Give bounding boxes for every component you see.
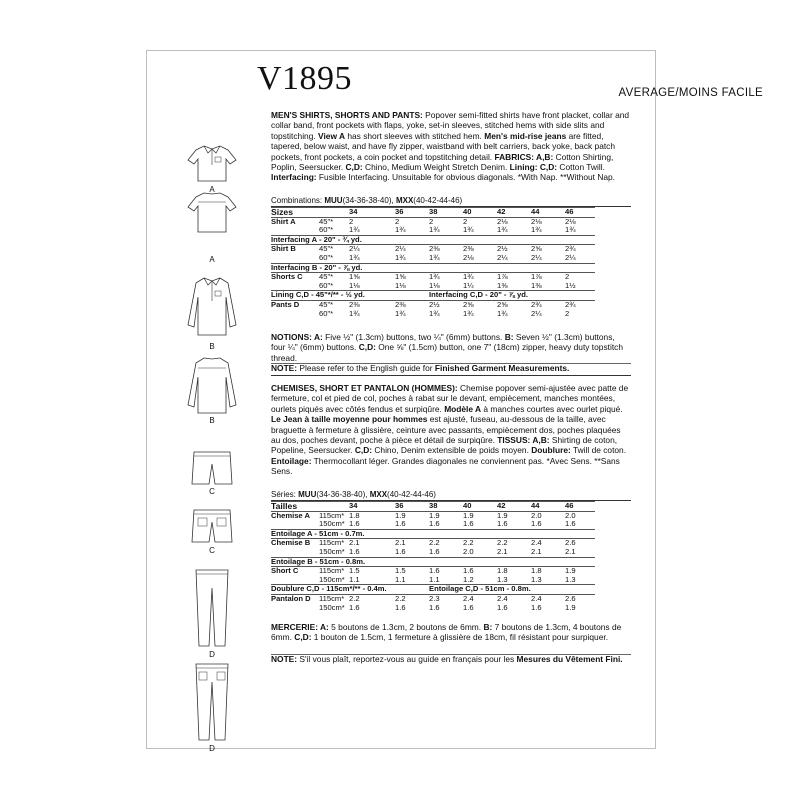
french-note: NOTE: S'il vous plaît, reportez-vous au guide en français pour les Mesures du Vêtement Fini. [271,654,623,664]
table-cell: 42 [497,207,506,216]
shirt-b-front-icon [180,275,244,339]
table-cell [271,310,319,319]
table-cell: 1.8 [497,566,508,576]
table-cell: 36 [395,501,404,510]
table-cell: Pants D [271,299,300,309]
table-cell: Chemise B [271,538,311,548]
table-cell: 150cm* [319,546,345,556]
table-cell: 1.6 [565,519,576,529]
table-cell: 2 [565,272,570,282]
table-cell: 1⅛ [429,280,440,290]
table-cell: 115cm* [319,538,345,548]
garment-sketches [146,50,266,753]
table-cell: 60"* [319,280,334,290]
figure-label: B [209,416,215,425]
table-cell: Interfacing C,D - 20" - ⅞ yd. [429,290,528,300]
table-cell: 38 [429,501,438,510]
table-cell: Entoilage B - 51cm - 0.8m. [271,556,366,566]
divider [271,375,631,376]
table-cell: 44 [531,501,540,510]
table-cell: Interfacing B - 20" - ⅞ yd. [271,262,363,272]
table-cell: 1¾ [395,252,406,262]
table-cell: 1.6 [395,546,406,556]
table-cell: 2 [349,216,354,226]
french-series: Séries: MUU(34-36-38-40), MXX(40-42-44-46) [271,490,436,499]
table-cell: 2.1 [531,546,542,556]
table-row [271,310,595,319]
table-cell: 40 [463,501,472,510]
shorts-c-back-icon [190,508,234,544]
figure-label: C [209,487,215,496]
french-description: CHEMISES, SHORT ET PANTALON (HOMMES): Chemise popover semi-ajustée avec patte de fermeture, col et pied de col, poches à rabat sur le devant, empiècement, manches montées, ourlets piqués avec côtés fendus et surpiqûre. Modèle A à manches courtes avec ourlet piqué. Le Jean à taille moyenne pour hommes est ajusté, fuseau, au-dessous de la taille, avec braguette à fermeture à glissière, ceinture avec passants, empiècement dos, poches plaquées au dos, poches devant, poche à pièce et détail de surpiqûre. TISSUS: A,B: Shirting de coton, Popeline, Seersucker. C,D: Chino, Denim extensible de poids moyen. Doublure: Twill de coton. Entoilage: Thermocollant léger. Grandes diagonales ne conviennent pas. *Avec Sens. **Sans Sens. [271,383,629,477]
table-cell: 2 [565,308,570,318]
table-cell: Tailles [271,501,298,511]
figure-label: A [209,185,215,194]
table-cell: 1¾ [349,308,360,318]
table-cell: 2¼ [349,244,360,254]
table-cell: 1.6 [531,602,542,612]
table-cell: 2⅝ [531,244,542,254]
table-cell: 2.4 [463,593,474,603]
table-cell: 2⅛ [497,216,508,226]
table-cell: 1⅛ [349,280,360,290]
table-cell [319,208,349,218]
shorts-c-front-icon [190,450,234,486]
shirt-b-back-icon [180,355,244,417]
table-cell: 2.1 [497,546,508,556]
table-cell: 1.9 [497,510,508,520]
table-cell: 1.3 [497,574,508,584]
table-cell: 2.2 [429,538,440,548]
table-cell: 1.3 [565,574,576,584]
table-cell: 2⅜ [429,244,440,254]
table-cell: 1.6 [429,519,440,529]
table-cell: 1¾ [463,272,474,282]
table-cell: 2¾ [531,299,542,309]
figure-label: C [209,546,215,555]
table-cell: 2¼ [565,252,576,262]
table-cell: 1¾ [429,225,440,235]
table-cell [271,548,319,557]
table-cell: 1½ [565,280,576,290]
table-cell: 2.0 [531,510,542,520]
table-cell: 1.6 [463,519,474,529]
table-cell: 1¾ [497,308,508,318]
table-cell: 2.6 [565,593,576,603]
table-cell [429,263,595,273]
table-cell: 46 [565,501,574,510]
table-cell: 1¾ [497,225,508,235]
french-mercerie: MERCERIE: A: 5 boutons de 1.3cm, 2 boutons de 6mm. B: 7 boutons de 1.3cm, 4 boutons de 6mm. C,D: 1 bouton de 1.5cm, 1 fermeture à glissière de 18cm, fil résistant pour surpiquer. [271,622,622,643]
table-cell: 1.9 [463,510,474,520]
table-cell: 1.5 [395,566,406,576]
table-cell: 2.2 [463,538,474,548]
table-cell: 1¾ [429,252,440,262]
table-cell: 2½ [429,299,440,309]
table-cell: 2.1 [395,538,406,548]
table-cell: 60"* [319,308,334,318]
english-combinations: Combinations: MUU(34-36-38-40), MXX(40-42-44-46) [271,196,463,205]
table-row [271,548,595,557]
table-cell: Shirt B [271,244,296,254]
table-cell: 1.8 [349,510,360,520]
table-cell: 1.6 [497,602,508,612]
table-cell: 2⅜ [395,299,406,309]
table-cell: 2.6 [565,538,576,548]
table-cell: 1⅝ [349,272,360,282]
table-cell: 46 [565,207,574,216]
table-cell: 2¼ [531,252,542,262]
figure-label: D [209,650,215,659]
table-cell: 2.2 [395,593,406,603]
table-cell: 2⅜ [349,299,360,309]
figure-label: D [209,744,215,753]
table-cell: Chemise A [271,510,310,520]
table-cell: 1⅜ [497,280,508,290]
table-cell: 1⅛ [395,280,406,290]
table-cell: 1¾ [395,225,406,235]
table-cell: 45"* [319,244,334,254]
table-cell: 1.6 [395,519,406,529]
table-row [271,254,595,263]
table-cell: 1¾ [349,225,360,235]
table-row [271,502,595,512]
table-cell: 1.9 [565,602,576,612]
table-row [271,585,595,595]
table-cell: 2¼ [531,308,542,318]
table-cell: 2.4 [531,593,542,603]
table-cell: 115cm* [319,510,345,520]
english-title: MEN'S SHIRTS, SHORTS AND PANTS: [271,110,423,120]
table-cell: Sizes [271,207,293,217]
table-cell: 1.8 [531,566,542,576]
table-cell: 1.9 [429,510,440,520]
table-cell: 2.0 [565,510,576,520]
table-cell: 34 [349,501,358,510]
table-cell: 1¾ [395,308,406,318]
table-row [271,208,595,218]
table-cell: 2.0 [463,546,474,556]
table-cell: 1¾ [349,252,360,262]
table-cell: Shirt A [271,216,296,226]
table-cell: 44 [531,207,540,216]
table-cell: 1.6 [395,602,406,612]
french-metrage-table [271,501,595,612]
difficulty-level: AVERAGE/MOINS FACILE [618,87,763,99]
table-cell: 1.1 [349,574,360,584]
table-cell: 2⅜ [463,244,474,254]
table-cell: 2⅛ [463,252,474,262]
table-cell: 1.6 [497,519,508,529]
table-cell: 2¾ [565,299,576,309]
table-cell: 34 [349,207,358,216]
table-cell: 38 [429,207,438,216]
pants-d-back-icon [193,662,231,742]
table-cell: 2⅝ [497,299,508,309]
table-cell: Pantalon D [271,593,311,603]
english-yardage-table [271,207,595,318]
table-cell: 2.2 [497,538,508,548]
english-description: MEN'S SHIRTS, SHORTS AND PANTS: Popover semi-fitted shirts have front placket, collar and collar band, front pockets with flaps, yoke, set-in sleeves, stitched hems with side slits and topstitching. View A has short sleeves with stitched hem. Men's mid-rise jeans are fitted, tapered, below waist, and have fly zipper, waistband with belt carriers, back yoke, back patch pockets, front pockets, a coin pocket and topstitching detail. FABRICS: A,B: Cotton Shirting, Poplin, Seersucker. C,D: Chino, Medium Weight Stretch Denim. Lining: C,D: Cotton Twill. Interfacing: Fusible Interfacing. Unsuitable for obvious diagonals. *With Nap. **Without Nap. [271,110,630,183]
table-cell: 1.6 [429,602,440,612]
table-cell: 2¼ [395,244,406,254]
table-cell: 1¾ [565,225,576,235]
table-cell: 2⅝ [463,299,474,309]
shirt-a-back-icon [186,190,238,234]
table-cell: 1.5 [349,566,360,576]
table-cell: 1⅞ [531,272,542,282]
table-cell: Shorts C [271,272,303,282]
table-cell: 1¼ [463,280,474,290]
table-cell: 1.1 [395,574,406,584]
table-cell: 1.6 [429,566,440,576]
table-cell: 1⅜ [531,280,542,290]
table-cell: 2.2 [349,593,360,603]
table-cell: 1¾ [429,272,440,282]
table-cell: 1.1 [429,574,440,584]
table-cell: 1.6 [349,546,360,556]
table-cell: 36 [395,207,404,216]
pattern-number: V1895 [257,60,353,97]
table-cell: 40 [463,207,472,216]
table-cell: 42 [497,501,506,510]
table-cell: 2 [463,216,468,226]
table-cell: 2¼ [497,252,508,262]
table-cell: 1.6 [463,602,474,612]
table-cell: 2 [429,216,434,226]
table-cell: 1¾ [463,225,474,235]
table-cell: 1⅞ [497,272,508,282]
table-cell: 60"* [319,252,334,262]
table-row [271,520,595,529]
table-cell: 1¾ [463,308,474,318]
table-cell: 2¾ [565,244,576,254]
table-cell: 1⅝ [395,272,406,282]
table-cell: Doublure C,D - 115cm*/** - 0.4m. [271,584,387,594]
figure-label: B [209,342,215,351]
table-cell: 2.4 [497,593,508,603]
table-cell: 2 [395,216,400,226]
table-cell: Lining C,D - 45"*/** - ½ yd. [271,290,365,300]
table-cell [271,604,319,613]
table-cell: 1¾ [429,308,440,318]
table-cell [271,254,319,263]
table-cell: 1.9 [565,566,576,576]
table-cell [271,520,319,529]
table-row [271,604,595,613]
table-cell: 2.1 [565,546,576,556]
table-cell: 1.6 [463,566,474,576]
table-cell: Entoilage A - 51cm - 0.7m. [271,528,365,538]
table-row [271,291,595,301]
table-cell: 1¾ [531,225,542,235]
table-row [271,226,595,235]
table-cell: 115cm* [319,566,345,576]
english-notions: NOTIONS: A: Five ½" (1.3cm) buttons, two ¼" (6mm) buttons. B: Seven ½" (1.3cm) buttons, four ¼" (6mm) buttons. C,D: One ⅝" (1.5cm) button, one 7" (18cm) zipper, heavy duty topstitch thread. [271,332,623,363]
table-cell: 45"* [319,216,334,226]
table-cell: 1.6 [429,546,440,556]
table-cell: 1.9 [395,510,406,520]
table-cell: 2.4 [531,538,542,548]
figure-label: A [209,255,215,264]
table-cell: 2.3 [429,593,440,603]
french-title: CHEMISES, SHORT ET PANTALON (HOMMES): [271,383,458,393]
table-cell: 1.6 [531,519,542,529]
table-cell: 115cm* [319,593,345,603]
pants-d-front-icon [193,568,231,648]
table-cell: 1.6 [349,602,360,612]
english-note: NOTE: Please refer to the English guide for Finished Garment Measurements. [271,363,570,373]
table-cell: Short C [271,566,299,576]
table-cell: 45"* [319,299,334,309]
table-cell: Entoilage C,D - 51cm - 0.8m. [429,584,531,594]
table-cell: 1.3 [531,574,542,584]
table-cell: 2.1 [349,538,360,548]
table-cell: 60"* [319,225,334,235]
table-cell: 2⅛ [565,216,576,226]
table-cell: 150cm* [319,519,345,529]
table-cell: 45"* [319,272,334,282]
table-cell [271,226,319,235]
table-cell: 1.6 [349,519,360,529]
table-cell [319,502,349,512]
table-cell: 2½ [497,244,508,254]
table-cell: 150cm* [319,574,345,584]
table-cell: 2⅛ [531,216,542,226]
table-cell: Interfacing A - 20" - ¾ yd. [271,234,362,244]
shirt-a-front-icon [186,143,238,183]
table-cell: 1.2 [463,574,474,584]
table-cell: 150cm* [319,602,345,612]
